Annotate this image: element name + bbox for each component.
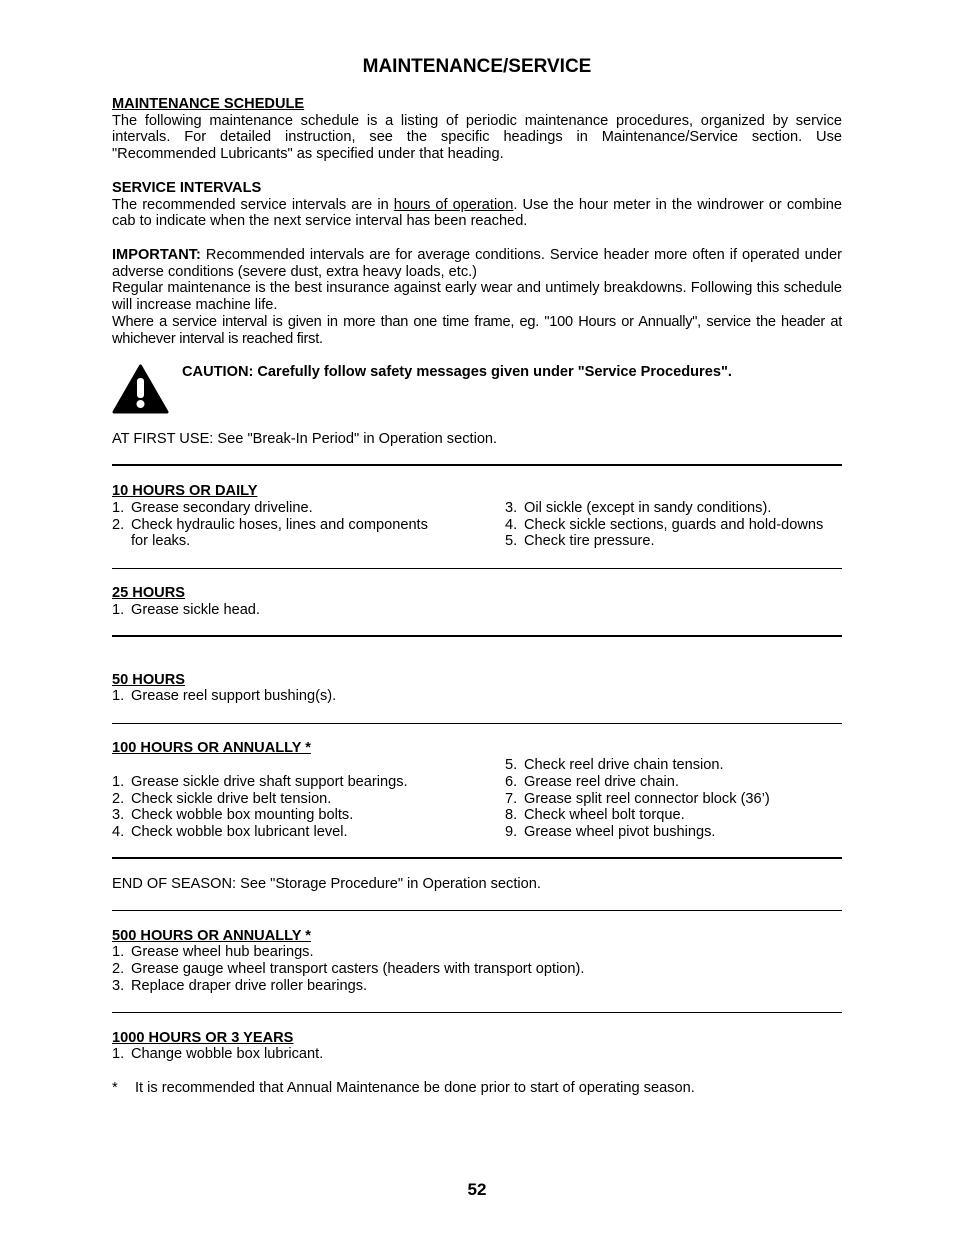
divider: [112, 568, 842, 569]
page-title: MAINTENANCE/SERVICE: [362, 56, 592, 77]
schedule-section: [112, 96, 842, 163]
list-item: 4. Check wobble box lubricant level.: [112, 824, 348, 840]
list-item: 9. Grease wheel pivot bushings.: [505, 824, 716, 840]
page-number: 52: [467, 1180, 487, 1199]
list-item: 5. Check tire pressure.: [505, 533, 655, 549]
h100-heading: 100 HOURS OR ANNUALLY *: [112, 740, 311, 756]
first-use-text: AT FIRST USE: See "Break-In Period" in Operation section.: [112, 431, 498, 447]
list-item: 5. Check reel drive chain tension.: [505, 757, 724, 773]
divider: [112, 910, 842, 911]
divider: [112, 857, 842, 859]
list-item: 6. Grease reel drive chain.: [505, 774, 679, 790]
h500-heading: 500 HOURS OR ANNUALLY *: [112, 928, 311, 944]
caution-text: CAUTION: Carefully follow safety messages given under "Service Procedures".: [182, 364, 732, 380]
footnote: * It is recommended that Annual Maintenance be done prior to start of operating season.: [112, 1080, 695, 1096]
list-item: 1. Grease sickle drive shaft support bearings.: [112, 774, 408, 790]
list-item: 1. Grease reel support bushing(s).: [112, 688, 337, 704]
warning-triangle-icon: [112, 364, 169, 418]
important-text: IMPORTANT: Recommended intervals are for average conditions. Service header more often if operated under adverse conditions (severe dust, extra heavy loads, etc.): [112, 247, 842, 280]
divider: [112, 1012, 842, 1013]
list-item: 3. Replace draper drive roller bearings.: [112, 978, 368, 994]
list-item: 3. Oil sickle (except in sandy conditions).: [505, 500, 772, 516]
h50-heading: 50 HOURS: [112, 672, 185, 688]
service-intervals-text: The recommended service intervals are in hours of operation. Use the hour meter in the windrower or combine cab to indicate when the next service interval has been reached.: [112, 196, 842, 230]
list-item: 2. Grease gauge wheel transport casters (headers with transport option).: [112, 961, 585, 977]
list-item: 1. Grease wheel hub bearings.: [112, 944, 314, 960]
list-item: 2. Check hydraulic hoses, lines and components: [112, 517, 428, 533]
divider: [112, 723, 842, 724]
list-item: 1. Grease sickle head.: [112, 602, 260, 618]
divider: [112, 464, 842, 466]
h1000-heading: 1000 HOURS OR 3 YEARS: [112, 1030, 294, 1046]
list-item: 2. Check sickle drive belt tension.: [112, 791, 332, 807]
important-section: [112, 247, 842, 347]
list-item: 1. Grease secondary driveline.: [112, 500, 313, 516]
list-item: 4. Check sickle sections, guards and hold-downs: [505, 517, 824, 533]
schedule-text: The following maintenance schedule is a listing of periodic maintenance procedures, organized by service intervals. For detailed instruction, see the specific headings in Maintenance/Service section. Use "Recommended Lubricants" as specified under that heading.: [112, 112, 842, 163]
service-intervals-heading: SERVICE INTERVALS: [112, 180, 262, 196]
list-item: 8. Check wheel bolt torque.: [505, 807, 685, 823]
list-item: for leaks.: [131, 533, 191, 549]
list-item: 1. Change wobble box lubricant.: [112, 1046, 324, 1062]
important-p3: Where a service interval is given in more than one time frame, eg. "100 Hours or Annually", service the header at whichever interval is reached first.: [112, 313, 842, 347]
service-intervals-section: [112, 180, 842, 230]
important-p2: Regular maintenance is the best insurance against early wear and untimely breakdowns. Following this schedule will increase machine life.: [112, 280, 842, 314]
h10-heading: 10 HOURS OR DAILY: [112, 483, 258, 499]
list-item: 3. Check wobble box mounting bolts.: [112, 807, 354, 823]
list-item: 7. Grease split reel connector block (36’): [505, 791, 770, 807]
h25-heading: 25 HOURS: [112, 585, 185, 601]
schedule-heading: MAINTENANCE SCHEDULE: [112, 96, 305, 112]
divider: [112, 635, 842, 637]
end-season-text: END OF SEASON: See "Storage Procedure" in Operation section.: [112, 876, 541, 892]
